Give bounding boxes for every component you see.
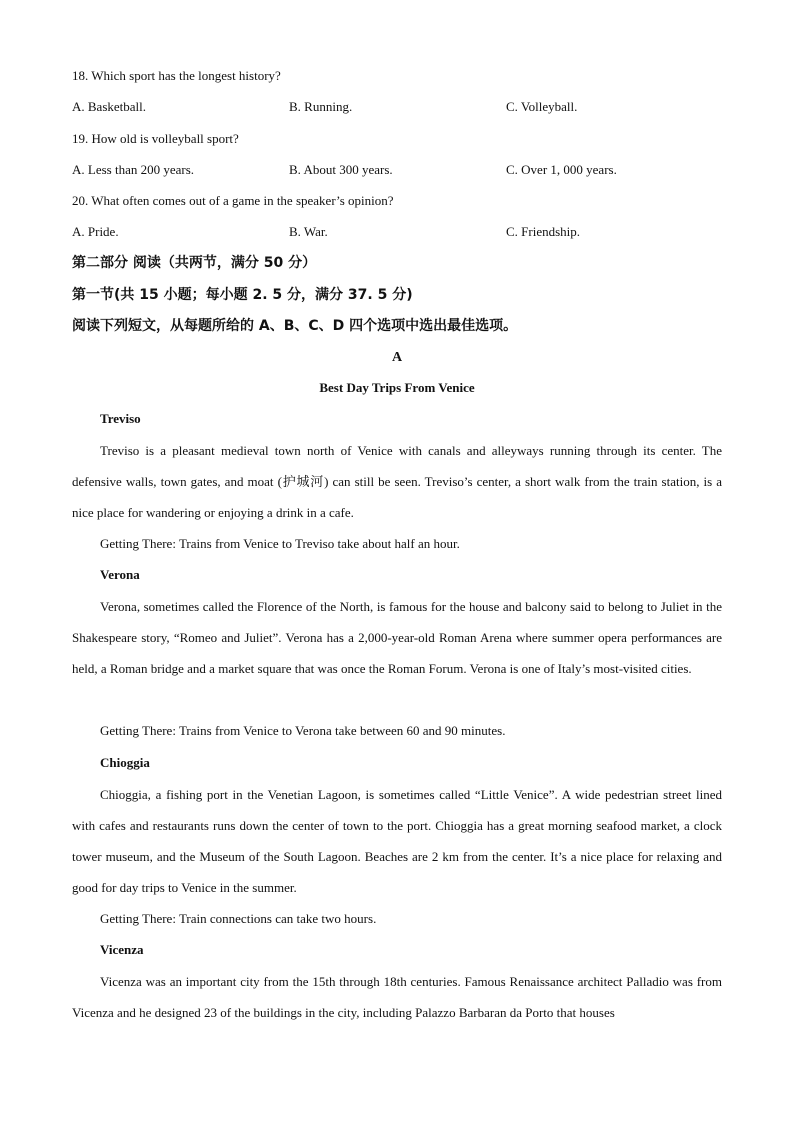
sub-section-title: 第一节(共 15 小题；每小题 2. 5 分，满分 37. 5 分) [72, 287, 413, 303]
heading-verona: Verona [100, 567, 140, 582]
question-18-option-a: A. Basketball. [72, 99, 147, 114]
question-20-option-c: C. Friendship. [506, 224, 581, 239]
question-20-option-a: A. Pride. [72, 224, 119, 239]
question-20-stem: 20. What often comes out of a game in the speaker’s opinion? [72, 193, 394, 208]
heading-treviso: Treviso [100, 411, 141, 426]
paragraph-vicenza: Vicenza was an important city from the 15th through 18th centuries. Famous Renaissance architect Palladio was from Vicenza and he designed 23 of the buildings in the city, including Palazzo Barbaran da Porto that houses [72, 974, 722, 1020]
instruction: 阅读下列短文，从每题所给的 A、B、C、D 四个选项中选出最佳选项。 [72, 318, 518, 334]
getting-there-chioggia: Getting There: Train connections can take two hours. [100, 911, 377, 926]
getting-there-verona: Getting There: Trains from Venice to Verona take between 60 and 90 minutes. [100, 723, 506, 738]
paragraph-verona: Verona, sometimes called the Florence of the North, is famous for the house and balcony said to belong to Juliet in the Shakespeare story, “Romeo and Juliet”. Verona has a 2,000-year-old Roman Arena where summer opera performances are held, a Roman bridge and a market square that was once the Roman Forum. Verona is one of Italy’s most-visited cities. [72, 599, 722, 676]
getting-there-treviso: Getting There: Trains from Venice to Treviso take about half an hour. [100, 536, 460, 551]
question-20-option-b: B. War. [289, 224, 328, 239]
question-19-option-a: A. Less than 200 years. [72, 162, 195, 177]
paragraph-chioggia: Chioggia, a fishing port in the Venetian Lagoon, is sometimes called “Little Venice”. A wide pedestrian street lined with cafes and restaurants runs down the center of town to the port. Chioggia has a great morning seafood market, a clock tower museum, and the Museum of the South Lagoon. Beaches are 2 km from the center. It’s a nice place for relaxing and good for day trips to Venice in the summer. [72, 787, 722, 895]
heading-vicenza: Vicenza [100, 942, 144, 957]
question-18-option-b: B. Running. [289, 99, 353, 114]
question-19-option-b: B. About 300 years. [289, 162, 393, 177]
question-18-option-c: C. Volleyball. [506, 99, 578, 114]
passage-title: Best Day Trips From Venice [319, 380, 475, 395]
question-19-option-c: C. Over 1, 000 years. [506, 162, 617, 177]
passage-letter: A [391, 350, 403, 365]
question-18-stem: 18. Which sport has the longest history? [72, 68, 281, 83]
heading-chioggia: Chioggia [100, 755, 150, 770]
question-19-stem: 19. How old is volleyball sport? [72, 131, 239, 146]
part-title: 第二部分 阅读（共两节，满分 50 分） [72, 255, 317, 271]
paragraph-treviso: Treviso is a pleasant medieval town north of Venice with canals and alleyways running through its center. The defensive walls, town gates, and moat (护城河) can still be seen. Treviso’s center, a short walk from the train station, is a nice place for wandering or enjoying a drink in a cafe. [72, 443, 722, 520]
